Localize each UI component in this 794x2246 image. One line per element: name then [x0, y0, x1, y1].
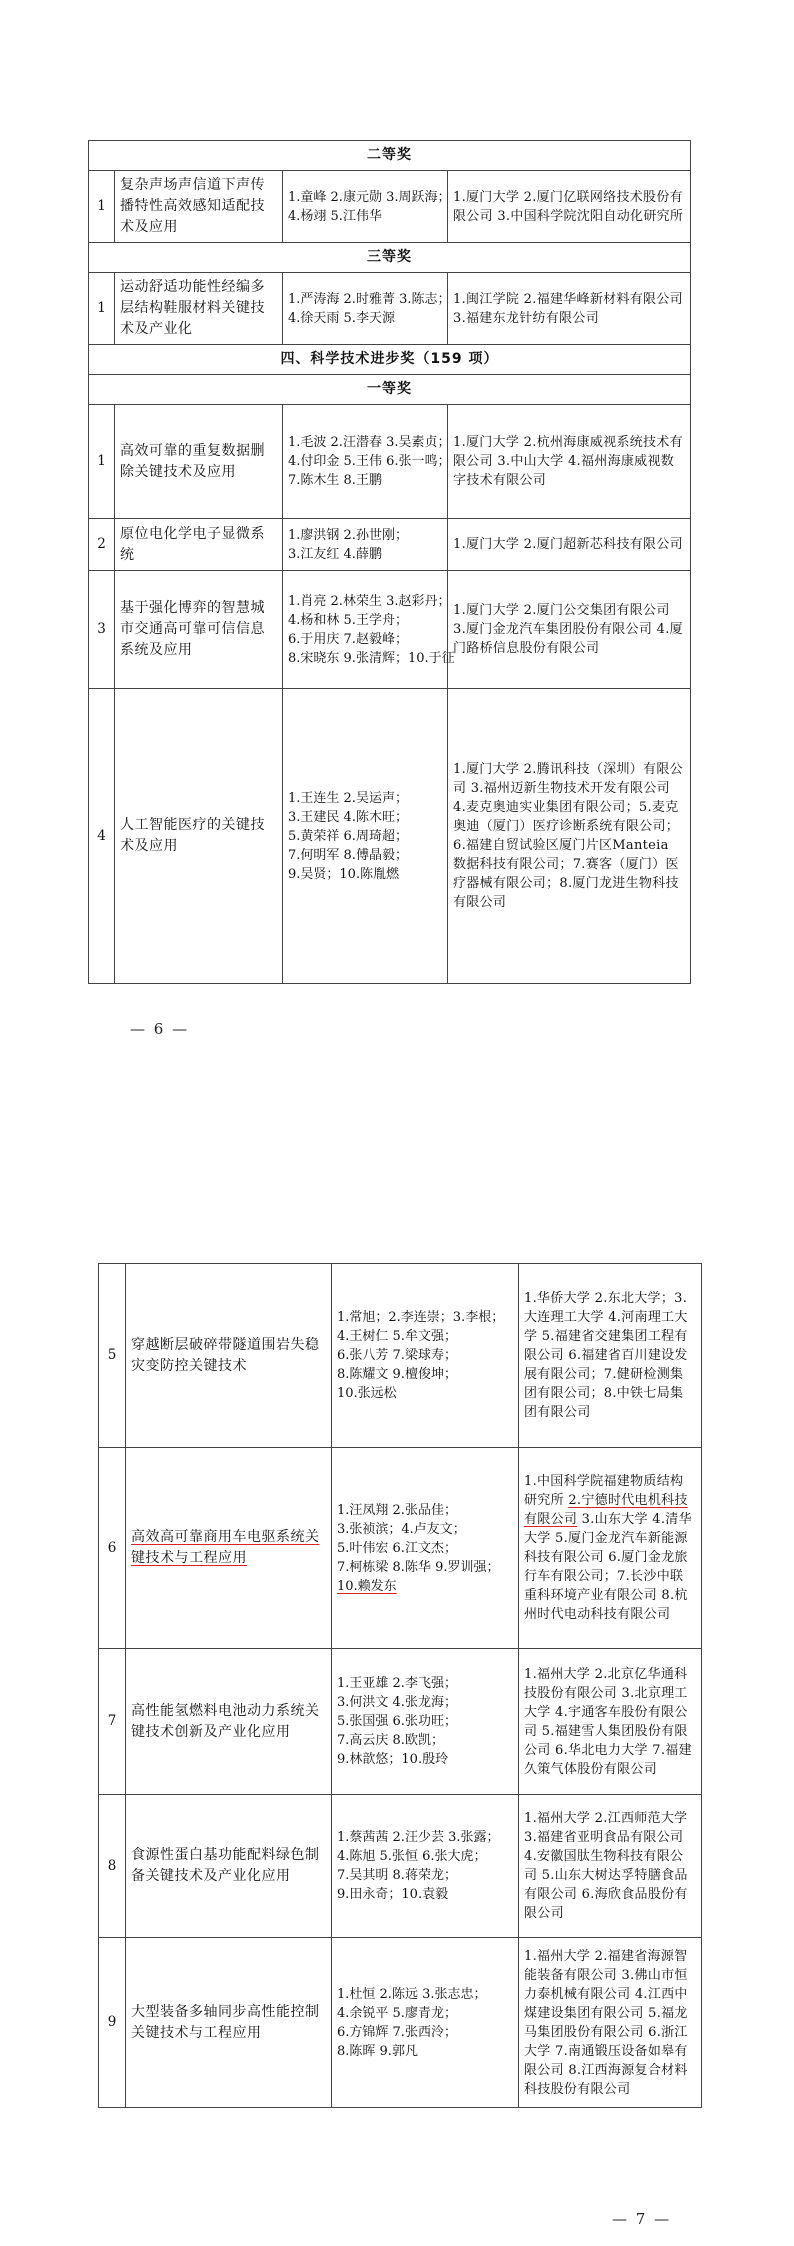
section-heading: 三等奖	[89, 243, 691, 273]
contributor-line: 4.陈旭 5.张恒 6.张大虎；	[337, 1849, 487, 1864]
contributors	[332, 1795, 519, 1938]
contributors	[283, 689, 448, 984]
section-heading-row	[89, 345, 691, 375]
contributor-line: 1.杜恒 2.陈远 3.张志忠；	[337, 1986, 487, 2002]
contributor-line: 6.张八芳 7.梁球寿；	[337, 1348, 457, 1363]
contributor-line: 7.陈木生 8.王鹏	[288, 473, 382, 488]
org-text: 3.山东大学 4.清华大学 5.厦门金龙汽车新能源科技有限公司 6.厦门金龙旅行车有限公司；7.长沙中联重科环境产业有限公司 8.杭州时代电动科技有限公司	[524, 1512, 692, 1622]
project-name: 基于强化博弈的智慧城市交通高可靠可信信息系统及应用	[115, 571, 283, 689]
project-name: 高效可靠的重复数据删除关键技术及应用	[115, 405, 283, 519]
row-number: 4	[89, 689, 115, 984]
contributor-line: 1.常旭；2.李连崇；3.李根；	[337, 1310, 505, 1325]
contributors	[283, 405, 451, 519]
awards-table-page-6	[88, 140, 691, 984]
contributors	[332, 1448, 519, 1649]
contributor-line: 4.王树仁 5.牟文强；	[337, 1329, 457, 1344]
table-row	[89, 689, 691, 984]
table-row	[99, 1264, 702, 1448]
contributor-line: 7.柯栋梁 8.陈华 9.罗训强；	[337, 1559, 500, 1575]
contributor-line: 1.肖亮 2.林荣生 3.赵彩丹；	[288, 593, 451, 609]
project-name: 大型装备多轴同步高性能控制关键技术与工程应用	[126, 1938, 332, 2108]
row-number: 7	[99, 1649, 126, 1795]
table-row	[89, 519, 691, 571]
contributor-line: 1.汪凤翔 2.张品佳；	[337, 1502, 457, 1518]
contributor-line: 3.王建民 4.陈木旺；	[288, 809, 408, 825]
table-row	[99, 1938, 702, 2108]
project-name: 穿越断层破碎带隧道围岩失稳灾变防控关键技术	[126, 1264, 332, 1448]
row-number: 1	[89, 405, 115, 519]
organizations: 1.厦门大学 2.杭州海康威视系统技术有限公司 3.中山大学 4.福州海康威视数字技术有限公司	[448, 405, 691, 519]
contributor-line: 1.王亚雄 2.李飞强；	[337, 1676, 457, 1691]
contributor-line: 10.张远松	[337, 1386, 397, 1401]
table-row	[99, 1795, 702, 1938]
row-number: 9	[99, 1938, 126, 2108]
contributor-line: 7.吴其明 8.蒋荣龙；	[337, 1868, 457, 1883]
organizations: 1.福州大学 2.北京亿华通科技股份有限公司 3.北京理工大学 4.宇通客车股份有限公司 5.福建雪人集团股份有限公司 6.华北电力大学 7.福建久策气体股份有限公司	[519, 1649, 702, 1795]
section-heading: 一等奖	[89, 375, 691, 405]
contributor-line: 8.宋晓东 9.张清辉；10.于征	[288, 650, 455, 666]
contributor-line: 1.毛波 2.汪潜春 3.吴素贞；	[288, 435, 451, 450]
contributor-line: 5.张国强 6.张功旺；	[337, 1714, 457, 1729]
contributor-line: 7.高云庆 8.欧凯；	[337, 1733, 444, 1748]
contributor-line: 6.于用庆 7.赵毅峰；	[288, 631, 408, 647]
contributor-line: 1.蔡茜茜 2.汪少芸 3.张露；	[337, 1830, 500, 1845]
organizations: 1.华侨大学 2.东北大学；3.大连理工大学 4.河南理工大学 5.福建省交建集团工程有限公司 6.福建省百川建设发展有限公司；7.健研检测集团有限公司；8.中铁七局集团有限公司	[519, 1264, 702, 1448]
section-heading-row	[89, 141, 691, 171]
contributors	[283, 273, 451, 345]
contributors	[332, 1264, 519, 1448]
project-name: 原位电化学电子显微系统	[115, 519, 283, 571]
contributor-line: 4.余锐平 5.廖青龙；	[337, 2005, 457, 2021]
organizations: 1.福州大学 2.福建省海源智能装备有限公司 3.佛山市恒力泰机械有限公司 4.江西中煤建设集团有限公司 5.福龙马集团股份有限公司 6.浙江大学 7.南通锻压设备如皋有限公司 8.江西海源复合材料科技股份有限公司	[519, 1938, 702, 2108]
contributors	[283, 171, 451, 243]
contributor-line: 4.付印金 5.王伟 6.张一鸣；	[288, 454, 451, 469]
highlighted-project-name: 高效高可靠商用车电驱系统关键技术与工程应用	[131, 1529, 320, 1566]
contributor-line: 1.王连生 2.吴运声；	[288, 790, 408, 806]
contributor-line: 7.何明军 8.傅晶毅；	[288, 847, 408, 863]
section-heading-row	[89, 375, 691, 405]
organizations: 1.厦门大学 2.厦门亿联网络技术股份有限公司 3.中国科学院沈阳自动化研究所	[448, 171, 691, 243]
organizations: 1.厦门大学 2.厦门超新芯科技有限公司	[448, 519, 691, 571]
contributor-line: 1.童峰 2.康元勋 3.周跃海；	[288, 189, 451, 205]
table-row	[89, 171, 691, 243]
project-name	[126, 1448, 332, 1649]
organizations: 1.厦门大学 2.厦门公交集团有限公司 3.厦门金龙汽车集团股份有限公司 4.厦门路桥信息股份有限公司	[448, 571, 691, 689]
contributors	[283, 519, 448, 571]
project-name: 人工智能医疗的关键技术及应用	[115, 689, 283, 984]
contributor-line: 1.廖洪钢 2.孙世刚；	[288, 527, 408, 543]
contributor-line: 3.江友红 4.薛鹏	[288, 546, 382, 562]
org-text-highlighted: 2.宁德时代电机科技有限公司	[524, 1493, 688, 1527]
table-row	[89, 405, 691, 519]
contributor-line: 6.方锦辉 7.张西泠；	[337, 2024, 457, 2040]
contributor-line: 9.林歆悠；10.殷玲	[337, 1752, 449, 1767]
contributor-line-highlighted: 10.赖发东	[337, 1578, 397, 1594]
contributors	[283, 571, 455, 689]
contributor-line: 9.吴贤；10.陈胤燃	[288, 866, 400, 882]
project-name: 运动舒适功能性经编多层结构鞋服材料关键技术及产业化	[115, 273, 283, 345]
org-text: 1.中国科学院福建物质结构研究所	[524, 1474, 684, 1508]
section-heading-row	[89, 243, 691, 273]
page-number: — 6 —	[130, 1020, 190, 1038]
organizations: 1.厦门大学 2.腾讯科技（深圳）有限公司 3.福州迈新生物技术开发有限公司 4.麦克奥迪实业集团有限公司；5.麦克奥迪（厦门）医疗诊断系统有限公司；6.福建自贸试验区厦门片区Manteia 数据科技有限公司；7.赛客（厦门）医疗器械有限公司；8.厦门龙进生物科技有限公司	[448, 689, 691, 984]
page-number: — 7 —	[612, 2210, 672, 2228]
contributor-line: 4.杨翊 5.江伟华	[288, 208, 382, 224]
organizations: 1.福州大学 2.江西师范大学 3.福建省亚明食品有限公司 4.安徽国肽生物科技有限公司 5.山东大树达孚特膳食品有限公司 6.海欣食品股份有限公司	[519, 1795, 702, 1938]
contributor-line: 3.何洪文 4.张龙海；	[337, 1695, 457, 1710]
section-heading: 四、科学技术进步奖（159 项）	[89, 345, 691, 375]
contributor-line: 1.严涛海 2.时雅菁 3.陈志；	[288, 291, 451, 307]
project-name: 高性能氢燃料电池动力系统关键技术创新及产业化应用	[126, 1649, 332, 1795]
contributor-line: 8.陈耀文 9.檀俊坤；	[337, 1367, 457, 1382]
table-row	[99, 1448, 702, 1649]
project-name: 复杂声场声信道下声传播特性高效感知适配技术及应用	[115, 171, 283, 243]
row-number: 1	[89, 171, 115, 243]
contributor-line: 4.徐天雨 5.李天源	[288, 310, 395, 326]
row-number: 8	[99, 1795, 126, 1938]
contributor-line: 9.田永奇；10.袁毅	[337, 1887, 449, 1902]
row-number: 5	[99, 1264, 126, 1448]
table-row	[89, 571, 691, 689]
contributors	[332, 1649, 519, 1795]
organizations: 1.闽江学院 2.福建华峰新材料有限公司 3.福建东龙针纺有限公司	[448, 273, 691, 345]
contributor-line: 4.杨和林 5.王学舟；	[288, 612, 408, 628]
contributor-line: 5.叶伟宏 6.江文杰；	[337, 1540, 457, 1556]
row-number: 6	[99, 1448, 126, 1649]
contributors	[332, 1938, 519, 2108]
project-name: 食源性蛋白基功能配料绿色制备关键技术及产业化应用	[126, 1795, 332, 1938]
contributor-line: 8.陈晖 9.郭凡	[337, 2043, 418, 2059]
table-row	[89, 273, 691, 345]
row-number: 3	[89, 571, 115, 689]
awards-table-page-7	[98, 1263, 702, 2108]
table-row	[99, 1649, 702, 1795]
section-heading: 二等奖	[89, 141, 691, 171]
row-number: 2	[89, 519, 115, 571]
contributor-line: 5.黄荣祥 6.周琦超；	[288, 828, 408, 844]
organizations	[519, 1448, 702, 1649]
contributor-line: 3.张祯滨；4.卢友文；	[337, 1521, 466, 1537]
row-number: 1	[89, 273, 115, 345]
